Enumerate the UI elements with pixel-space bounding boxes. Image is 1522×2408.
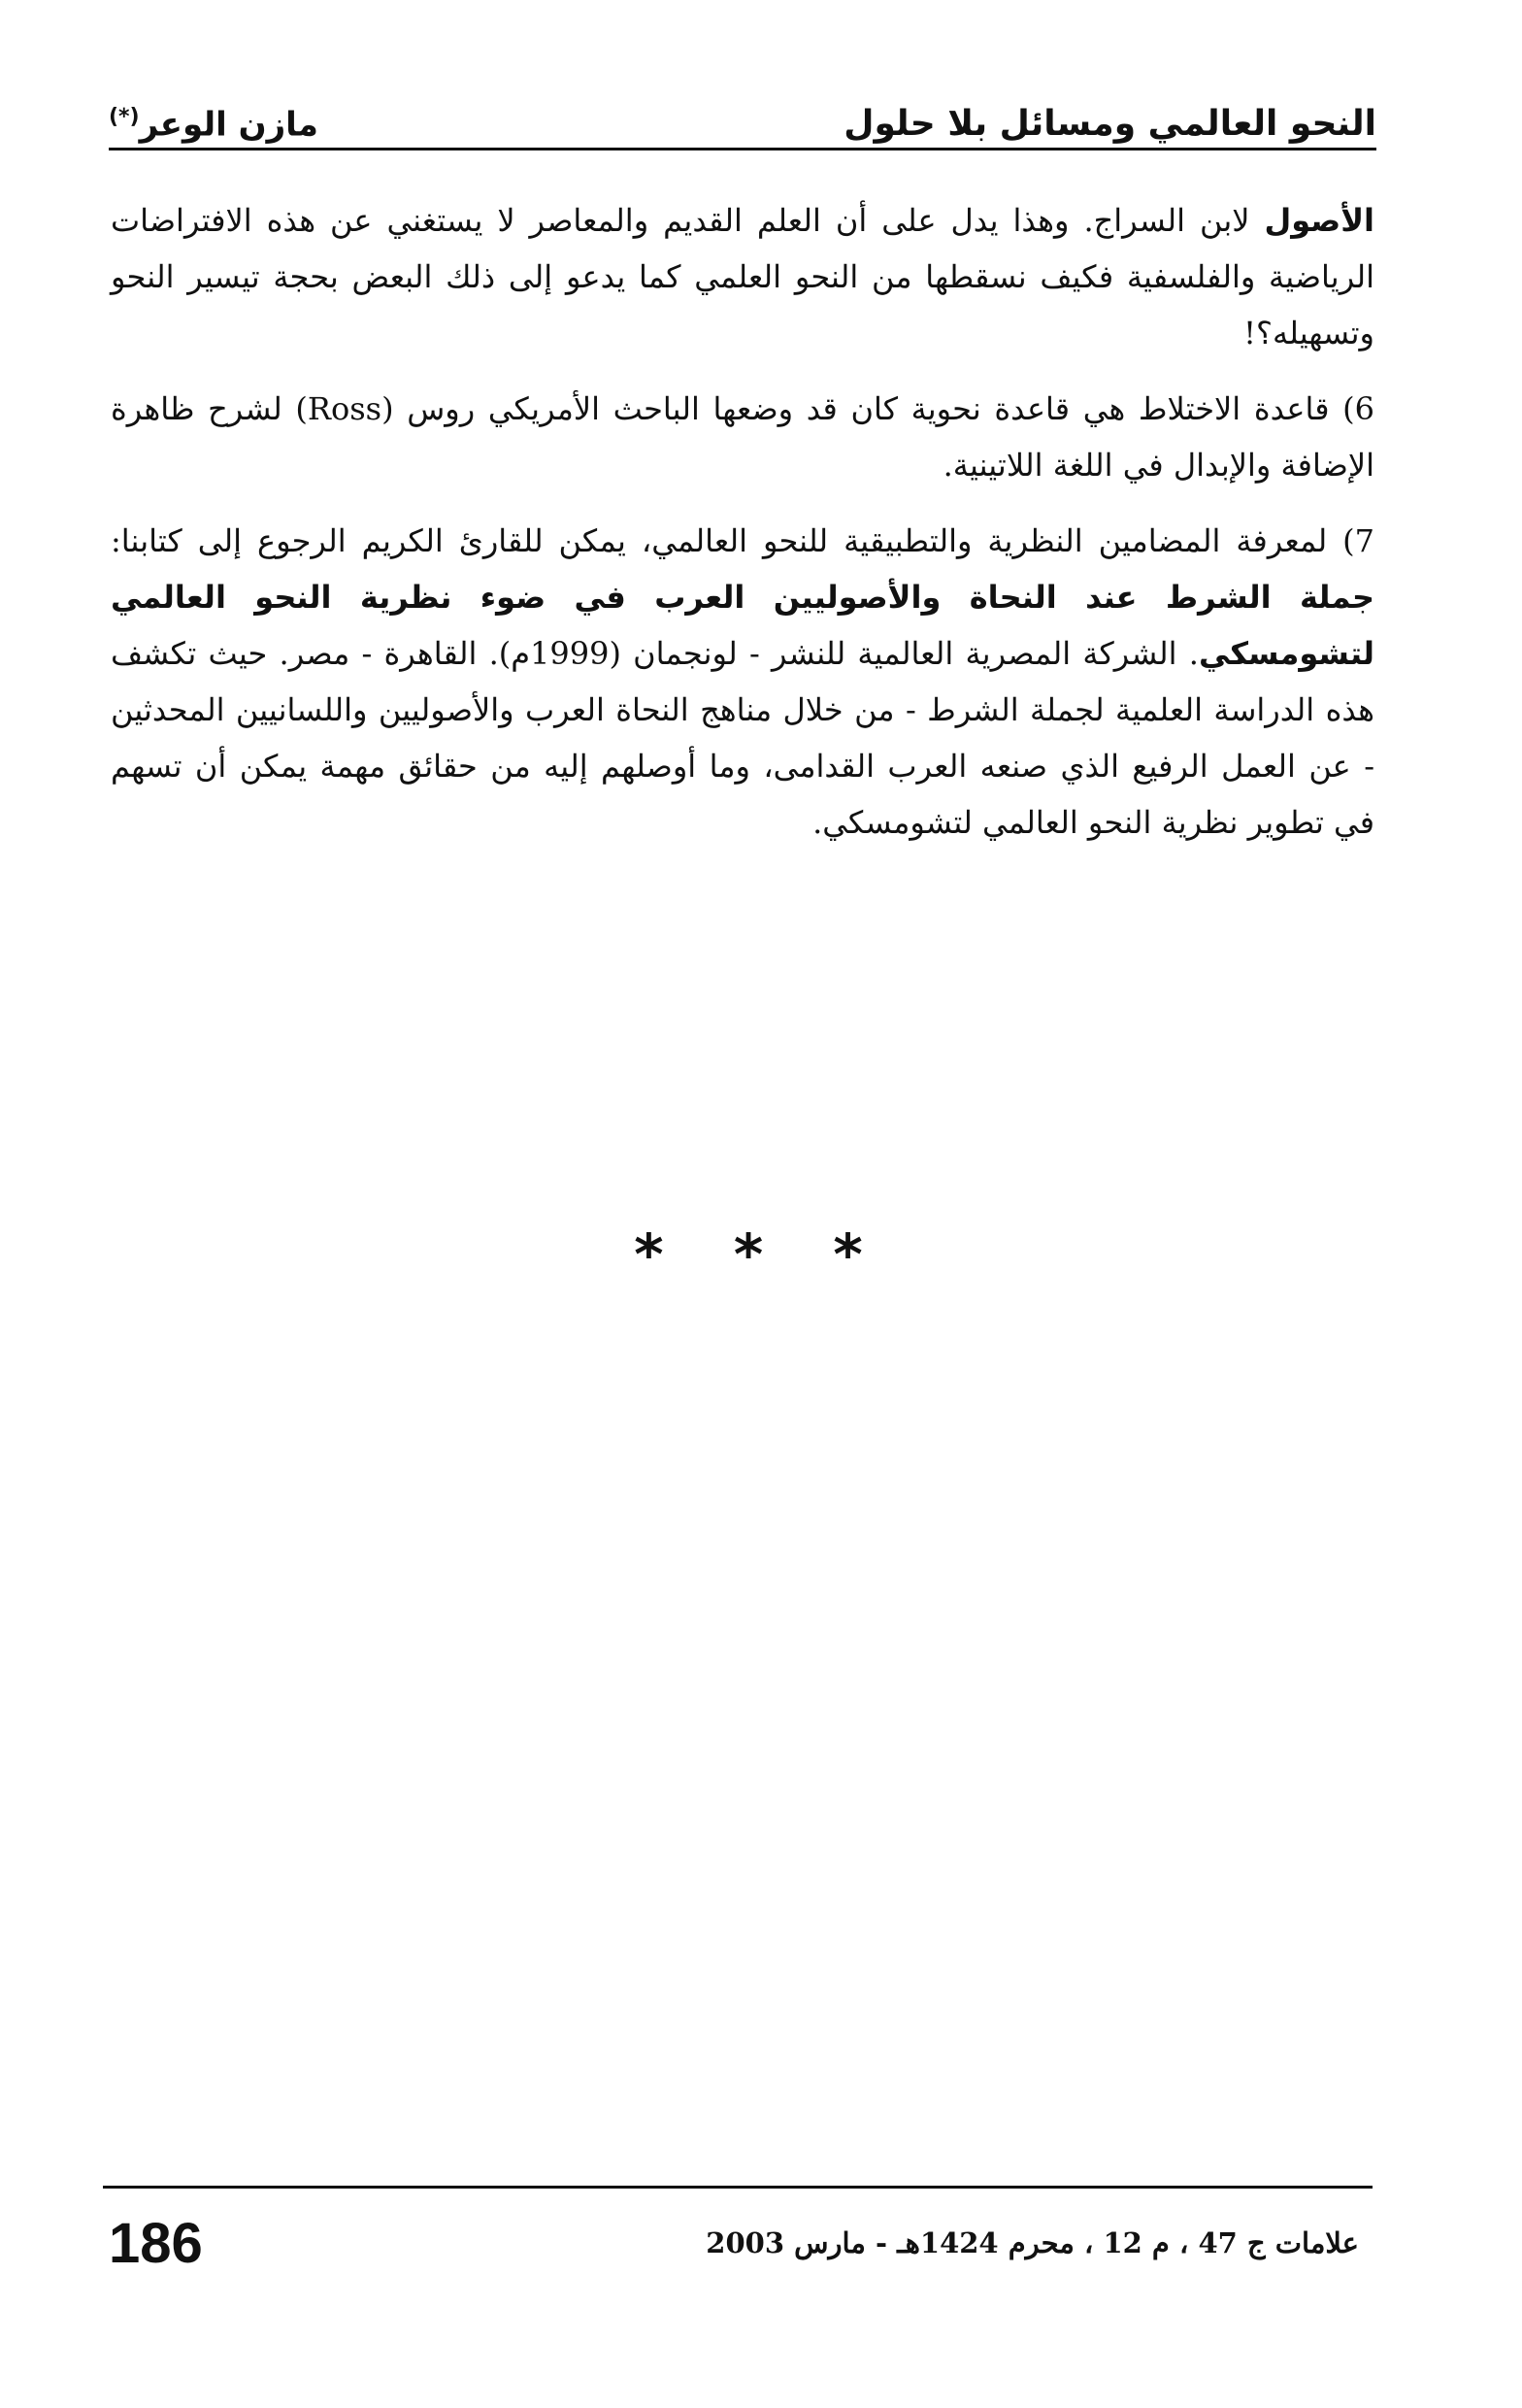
author-name — [109, 105, 318, 144]
endnotes — [111, 192, 1374, 870]
note-text: لمعرفة المضامين النظرية والتطبيقية للنحو العالمي، يمكن للقارئ الكريم الرجوع إلى كتابنا: — [111, 522, 1343, 559]
page-number: 186 — [109, 2211, 203, 2275]
note-text: قاعدة الاختلاط هي قاعدة نحوية كان قد وضعها الباحث الأمريكي روس ( — [381, 390, 1343, 427]
note-text: ) لشرح ظاهرة الإضافة والإبدال في اللغة اللاتينية. — [111, 390, 1374, 484]
article-title: النحو العالمي ومسائل بلا حلول — [844, 104, 1376, 144]
note-text: . الشركة المصرية العالمية للنشر - لونجمان (1999م). القاهرة - مصر. حيث تكشف هذه الدراسة العلمية لجملة الشرط - من خلال مناهج النحاة العرب والأصوليين واللسانيين المحدثين - عن العمل الرفيع الذي صنعه العرب القدامى، وما أوصلهم إليه من حقائق مهمة يمكن أن تسهم في تطوير نظرية النحو العالمي لتشومسكي. — [111, 635, 1375, 841]
footer-rule — [103, 2186, 1373, 2189]
header-rule — [109, 148, 1376, 150]
note-bold-term: الأصول — [1264, 202, 1375, 239]
note-6 — [111, 381, 1374, 493]
section-separator: * * * — [634, 1221, 888, 1288]
book-title: جملة الشرط عند النحاة والأصوليين العرب في ضوء نظرية النحو العالمي لتشومسكي — [111, 579, 1375, 672]
journal-citation: علامات ج 47 ، م 12 ، محرم 1424هـ - مارس 2003 — [706, 2226, 1359, 2259]
note-text: لابن السراج. وهذا يدل على أن العلم القديم والمعاصر لا يستغني عن هذه الافتراضات الرياضية والفلسفية فكيف نسقطها من النحو العلمي كما يدعو إلى ذلك البعض بحجة تيسير النحو وتسهيله؟! — [111, 202, 1374, 351]
author-footnote-mark: (*) — [109, 104, 140, 129]
latin-name: Ross — [307, 390, 382, 427]
page-footer — [109, 2202, 1359, 2284]
note-continuation — [111, 192, 1374, 361]
author-name-text: مازن الوعر — [139, 105, 318, 144]
note-number: 6) — [1342, 390, 1375, 427]
note-7 — [111, 513, 1374, 851]
running-header — [109, 62, 1376, 144]
note-number: 7) — [1342, 522, 1374, 559]
